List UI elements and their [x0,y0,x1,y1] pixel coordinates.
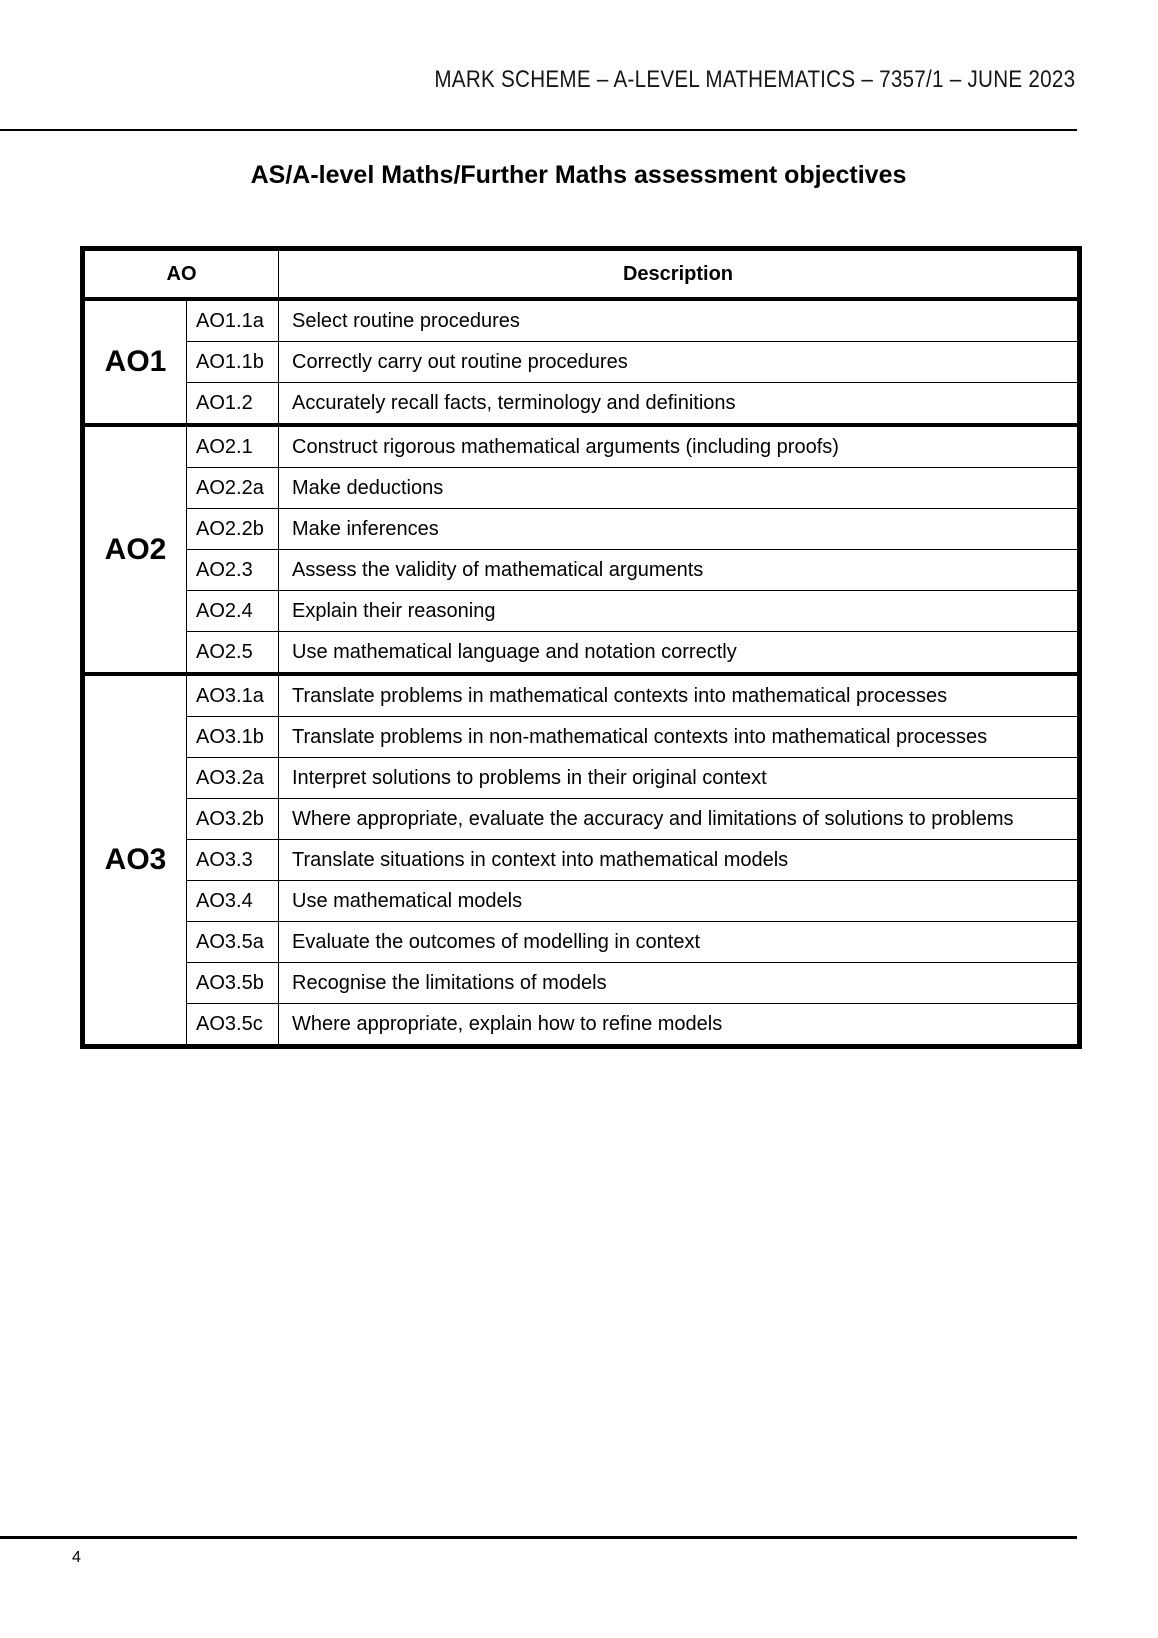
assessment-objectives-table-wrap [80,246,1082,1049]
table-header-description: Description [279,249,1080,300]
ao-code: AO1.1a [187,299,279,342]
table-row [83,922,1080,963]
table-row [83,881,1080,922]
running-header: MARK SCHEME – A-LEVEL MATHEMATICS – 7357/1 – JUNE 2023 [433,66,1075,93]
ao-description: Make deductions [279,468,1080,509]
ao1-group-label: AO1 [83,299,187,425]
table-header-row [83,249,1080,300]
ao-code: AO1.1b [187,342,279,383]
table-row [83,509,1080,550]
ao-code: AO3.5c [187,1004,279,1047]
ao-description: Accurately recall facts, terminology and definitions [279,383,1080,426]
ao3-group-label: AO3 [83,674,187,1047]
ao-code: AO2.5 [187,632,279,675]
ao-description: Evaluate the outcomes of modelling in context [279,922,1080,963]
ao-description: Translate problems in non-mathematical contexts into mathematical processes [279,717,1080,758]
table-header-ao: AO [83,249,279,300]
ao-code: AO2.1 [187,425,279,468]
ao-code: AO3.1b [187,717,279,758]
ao-code: AO3.2a [187,758,279,799]
ao-code: AO1.2 [187,383,279,426]
ao-description: Use mathematical language and notation correctly [279,632,1080,675]
table-row [83,550,1080,591]
table-row [83,299,1080,342]
ao-code: AO2.2b [187,509,279,550]
assessment-objectives-table [80,246,1082,1049]
table-row [83,963,1080,1004]
page-title: AS/A-level Maths/Further Maths assessment objectives [250,161,907,189]
ao-code: AO3.5b [187,963,279,1004]
table-row [83,591,1080,632]
ao-description: Translate situations in context into mathematical models [279,840,1080,881]
ao-code: AO3.4 [187,881,279,922]
table-row [83,717,1080,758]
ao-description: Correctly carry out routine procedures [279,342,1080,383]
footer-rule [0,1536,1077,1539]
ao-description: Where appropriate, explain how to refine models [279,1004,1080,1047]
ao-code: AO3.3 [187,840,279,881]
ao-code: AO2.3 [187,550,279,591]
ao-description: Translate problems in mathematical contexts into mathematical processes [279,674,1080,717]
ao-description: Where appropriate, evaluate the accuracy and limitations of solutions to problems [279,799,1080,840]
ao-code: AO3.2b [187,799,279,840]
table-row [83,425,1080,468]
page-number: 4 [72,1549,81,1566]
table-row [83,383,1080,426]
ao-code: AO3.5a [187,922,279,963]
ao-description: Select routine procedures [292,309,520,332]
table-row [83,674,1080,717]
table-row [83,632,1080,675]
ao-description: Make inferences [279,509,1080,550]
ao-code: AO2.4 [187,591,279,632]
ao-description: Explain their reasoning [279,591,1080,632]
header-rule [0,129,1077,131]
ao-description: Assess the validity of mathematical arguments [279,550,1080,591]
ao-description: Use mathematical models [279,881,1080,922]
table-row [83,342,1080,383]
table-row [83,1004,1080,1047]
table-row [83,468,1080,509]
ao-description: Interpret solutions to problems in their original context [279,758,1080,799]
ao-description: Recognise the limitations of models [279,963,1080,1004]
table-row [83,758,1080,799]
table-row [83,840,1080,881]
ao2-group-label: AO2 [83,425,187,674]
ao-code: AO3.1a [187,674,279,717]
ao-code: AO2.2a [187,468,279,509]
table-row [83,799,1080,840]
ao-description: Construct rigorous mathematical arguments (including proofs) [279,425,1080,468]
